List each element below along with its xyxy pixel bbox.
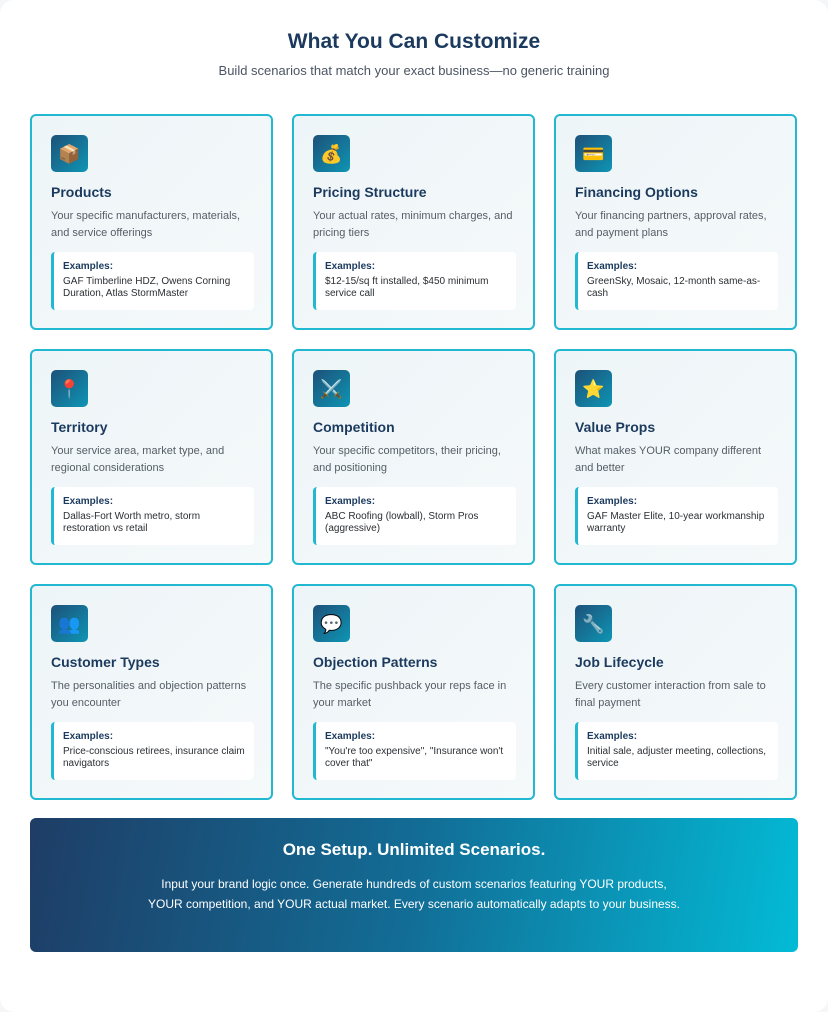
examples-text: GAF Timberline HDZ, Owens Corning Duration, Atlas StormMaster [63, 276, 231, 299]
card-financing-options [554, 114, 797, 330]
wrench-icon: 🔧 [575, 605, 612, 642]
star-icon: ⭐ [575, 370, 612, 407]
examples-box [313, 722, 516, 780]
examples-label: Examples: [587, 731, 638, 742]
examples-label: Examples: [63, 496, 114, 507]
card-territory [30, 349, 273, 565]
speech-bubble-icon: 💬 [313, 605, 350, 642]
package-icon: 📦 [51, 135, 88, 172]
card-title: Pricing Structure [313, 184, 427, 200]
examples-text: Dallas-Fort Worth metro, storm restoration vs retail [63, 511, 201, 534]
money-bag-icon: 💰 [313, 135, 350, 172]
examples-label: Examples: [325, 731, 376, 742]
card-description: Your specific competitors, their pricing, and positioning [313, 445, 501, 474]
examples-box [51, 722, 254, 780]
card-job-lifecycle [554, 584, 797, 800]
examples-box [313, 487, 516, 545]
examples-text: GAF Master Elite, 10-year workmanship warranty [587, 511, 765, 534]
examples-box [51, 487, 254, 545]
card-customer-types [30, 584, 273, 800]
banner-title: One Setup. Unlimited Scenarios. [282, 840, 546, 859]
examples-box [575, 722, 778, 780]
examples-label: Examples: [587, 496, 638, 507]
card-title: Job Lifecycle [575, 654, 664, 670]
examples-label: Examples: [63, 731, 114, 742]
examples-text: Initial sale, adjuster meeting, collections, service [587, 746, 766, 769]
examples-box [575, 252, 778, 310]
examples-box [313, 252, 516, 310]
examples-box [51, 252, 254, 310]
banner-text: Input your brand logic once. Generate hundreds of custom scenarios featuring YOUR products, YOUR competition, and YOUR actual market. Every scenario automatically adapts to your business. [147, 877, 681, 911]
card-title: Customer Types [51, 654, 160, 670]
examples-text: "You're too expensive", "Insurance won't cover that" [325, 746, 504, 769]
map-pin-icon: 📍 [51, 370, 88, 407]
card-description: The personalities and objection patterns you encounter [51, 680, 247, 709]
card-title: Financing Options [575, 184, 698, 200]
card-description: Your actual rates, minimum charges, and pricing tiers [313, 210, 513, 239]
card-description: Your financing partners, approval rates, and payment plans [575, 210, 767, 239]
people-icon: 👥 [51, 605, 88, 642]
card-competition [292, 349, 535, 565]
card-value-props [554, 349, 797, 565]
card-description: The specific pushback your reps face in your market [313, 680, 507, 709]
card-title: Value Props [575, 419, 656, 435]
examples-label: Examples: [325, 261, 376, 272]
page-subtitle: Build scenarios that match your exact business—no generic training [218, 63, 610, 78]
examples-text: GreenSky, Mosaic, 12-month same-as-cash [587, 276, 761, 299]
page-title: What You Can Customize [287, 30, 541, 53]
card-title: Territory [51, 419, 108, 435]
card-title: Competition [313, 419, 395, 435]
card-description: Every customer interaction from sale to final payment [575, 680, 766, 709]
card-title: Products [51, 184, 112, 200]
card-title: Objection Patterns [313, 654, 438, 670]
examples-label: Examples: [325, 496, 376, 507]
examples-box [575, 487, 778, 545]
card-objection-patterns [292, 584, 535, 800]
card-description: Your service area, market type, and regional considerations [51, 445, 225, 474]
card-description: Your specific manufacturers, materials, and service offerings [51, 210, 241, 239]
examples-text: ABC Roofing (lowball), Storm Pros (aggressive) [325, 511, 479, 534]
examples-text: $12-15/sq ft installed, $450 minimum service call [325, 276, 489, 299]
examples-label: Examples: [63, 261, 114, 272]
credit-card-icon: 💳 [575, 135, 612, 172]
card-pricing-structure [292, 114, 535, 330]
card-products [30, 114, 273, 330]
crossed-swords-icon: ⚔️ [313, 370, 350, 407]
card-description: What makes YOUR company different and better [575, 445, 762, 474]
examples-label: Examples: [587, 261, 638, 272]
examples-text: Price-conscious retirees, insurance claim navigators [63, 746, 245, 769]
cta-banner [30, 818, 798, 952]
